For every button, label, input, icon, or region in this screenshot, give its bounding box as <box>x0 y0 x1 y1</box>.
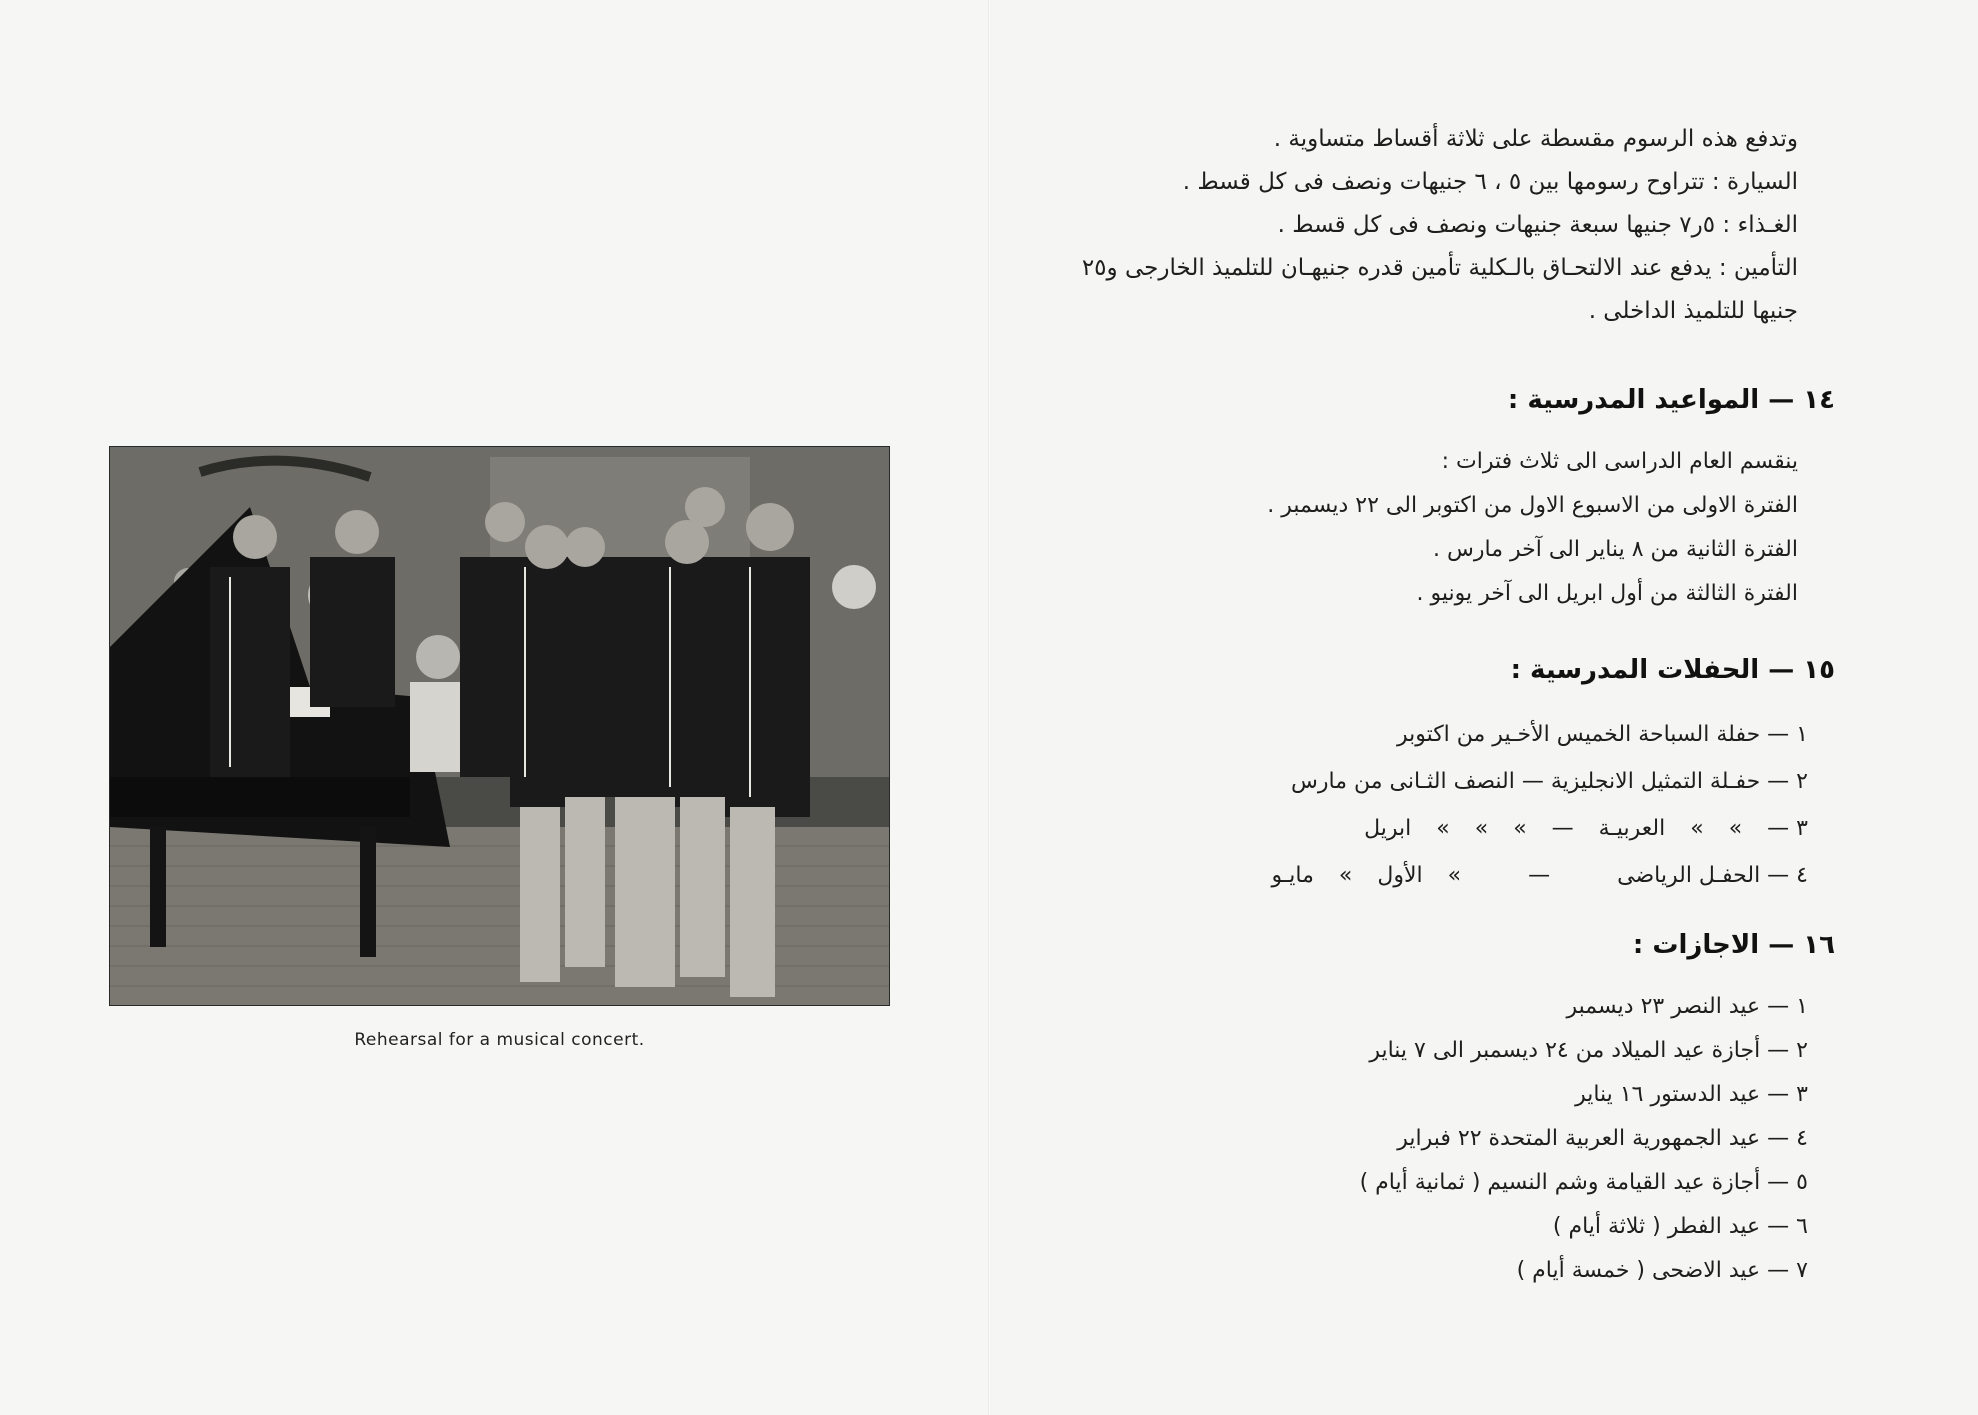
list-item-text: ٣ — <box>1767 816 1808 841</box>
fees-line: السيارة : تتراوح رسومها بين ٥ ، ٦ جنيهات ونصف فى كل قسط . <box>1182 169 1798 195</box>
section-14-heading: ١٤ — المواعيد المدرسية : <box>1507 385 1835 415</box>
list-item-text: مايـو <box>1271 863 1314 888</box>
section-16-list <box>1360 985 1808 1293</box>
list-item: ٧ — عيد الاضحى ( خمسة أيام ) <box>1516 1258 1808 1283</box>
list-item: ٣ — عيد الدستور ١٦ يناير <box>1575 1082 1808 1107</box>
section-15-list <box>1272 711 1809 899</box>
list-item: ٦ — عيد الفطر ( ثلاثة أيام ) <box>1552 1214 1808 1239</box>
rehearsal-photo <box>110 447 889 1005</box>
list-item: ٢ — أجازة عيد الميلاد من ٢٤ ديسمبر الى ٧ يناير <box>1369 1038 1808 1063</box>
list-item <box>1272 758 1809 805</box>
photo-illustration <box>110 447 889 1005</box>
list-item: الفترة الثانية من ٨ يناير الى آخر مارس . <box>1433 537 1798 562</box>
ditto-mark: » <box>1447 863 1462 888</box>
ditto-mark: » <box>1436 816 1450 841</box>
list-item <box>1272 711 1809 758</box>
list-item: ١ — عيد النصر ٢٣ ديسمبر <box>1566 994 1808 1019</box>
list-item-text: ابريل <box>1364 816 1412 841</box>
list-item-text: العربيـة <box>1598 816 1666 841</box>
list-item: ٤ — عيد الجمهورية العربية المتحدة ٢٢ فبراير <box>1397 1126 1808 1151</box>
list-item-text: ٤ — الحفـل الرياضى <box>1617 863 1808 888</box>
ditto-mark: » <box>1728 816 1743 841</box>
fees-paragraph <box>1038 118 1798 333</box>
list-item-text: ١ — حفلة السباحة الخميس الأخـير من اكتوبر <box>1396 722 1808 747</box>
list-item <box>1272 852 1809 899</box>
ditto-mark: » <box>1338 863 1353 888</box>
fees-line: الغـذاء : ٥ر٧ جنيها سبعة جنيهات ونصف فى كل قسط . <box>1277 212 1798 238</box>
list-item-text: ٢ — حفـلة التمثيل الانجليزية — النصف الثـانى من مارس <box>1291 769 1808 794</box>
ditto-mark: » <box>1513 816 1527 841</box>
fees-line: جنيها للتلميذ الداخلى . <box>1588 298 1798 324</box>
dash: — <box>1551 816 1574 841</box>
list-item: الفترة الثالثة من أول ابريل الى آخر يونيو . <box>1416 581 1798 606</box>
section-15-heading: ١٥ — الحفلات المدرسية : <box>1510 655 1835 685</box>
list-item-text: الأول <box>1377 863 1423 888</box>
list-item: ٥ — أجازة عيد القيامة وشم النسيم ( ثمانية أيام ) <box>1359 1170 1808 1195</box>
fees-line: التأمين : يدفع عند الالتحـاق بالـكلية تأمين قدره جنيهـان للتلميذ الخارجى و٢٥ <box>1081 255 1798 281</box>
list-item: الفترة الاولى من الاسبوع الاول من اكتوبر الى ٢٢ ديسمبر . <box>1267 493 1798 518</box>
dash: — <box>1528 863 1551 888</box>
ditto-mark: » <box>1474 816 1489 841</box>
section-16-heading: ١٦ — الاجازات : <box>1632 930 1835 960</box>
fees-line: وتدفع هذه الرسوم مقسطة على ثلاثة أقساط متساوية . <box>1273 126 1798 152</box>
photo-caption: Rehearsal for a musical concert. <box>354 1030 645 1050</box>
ditto-mark: » <box>1690 816 1704 841</box>
list-item: ينقسم العام الدراسى الى ثلاث فترات : <box>1441 449 1798 474</box>
list-item <box>1272 805 1809 852</box>
section-14-list <box>1267 440 1798 616</box>
